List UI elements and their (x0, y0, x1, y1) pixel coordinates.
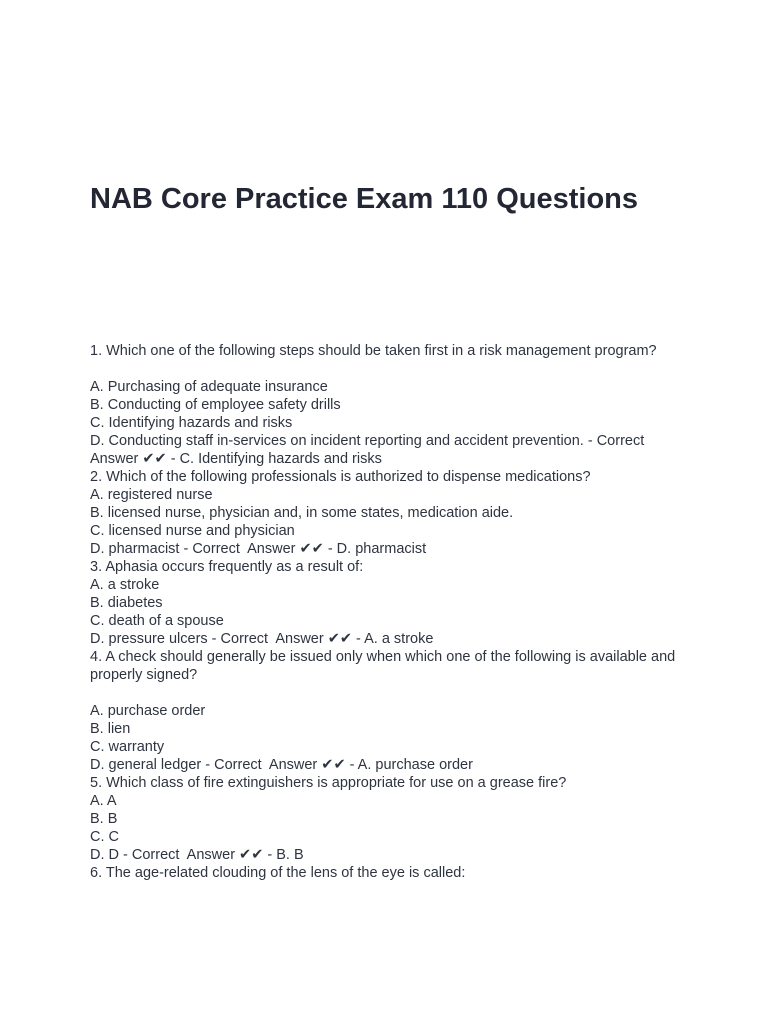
answer-option: D. pharmacist - Correct Answer ✔✔ - D. pharmacist (90, 541, 427, 557)
answer-option: C. Identifying hazards and risks (90, 415, 293, 431)
answer-option: B. diabetes (90, 595, 163, 611)
answer-option: D. Conducting staff in-services on incident reporting and accident prevention. - Correct Answer ✔✔ - C. Identifying hazards and risks (90, 433, 648, 467)
blank-line (90, 360, 680, 378)
answer-option: C. C (90, 829, 119, 845)
answer-option: D. general ledger - Correct Answer ✔✔ - A. purchase order (90, 757, 473, 773)
answer-option: C. warranty (90, 739, 165, 755)
document-title: NAB Core Practice Exam 110 Questions (90, 183, 639, 215)
answer-option: C. death of a spouse (90, 613, 224, 629)
answer-option: A. a stroke (90, 577, 160, 593)
question-text: 5. Which class of fire extinguishers is appropriate for use on a grease fire? (90, 775, 567, 791)
answer-option: C. licensed nurse and physician (90, 523, 295, 539)
answer-option: B. Conducting of employee safety drills (90, 397, 341, 413)
document-body (90, 342, 680, 882)
answer-option: A. A (90, 793, 117, 809)
question-text: 4. A check should generally be issued only when which one of the following is available and properly signed? (90, 649, 680, 683)
answer-option: A. Purchasing of adequate insurance (90, 379, 328, 395)
question-text: 3. Aphasia occurs frequently as a result of: (90, 559, 364, 575)
answer-option: B. B (90, 811, 118, 827)
answer-option: D. pressure ulcers - Correct Answer ✔✔ - A. a stroke (90, 631, 434, 647)
question-text: 6. The age-related clouding of the lens of the eye is called: (90, 865, 466, 881)
blank-line (90, 684, 680, 702)
answer-option: A. purchase order (90, 703, 206, 719)
answer-option: B. lien (90, 721, 131, 737)
question-text: 1. Which one of the following steps should be taken first in a risk management program? (90, 343, 657, 359)
answer-option: D. D - Correct Answer ✔✔ - B. B (90, 847, 304, 863)
question-text: 2. Which of the following professionals is authorized to dispense medications? (90, 469, 591, 485)
answer-option: A. registered nurse (90, 487, 213, 503)
answer-option: B. licensed nurse, physician and, in some states, medication aide. (90, 505, 514, 521)
